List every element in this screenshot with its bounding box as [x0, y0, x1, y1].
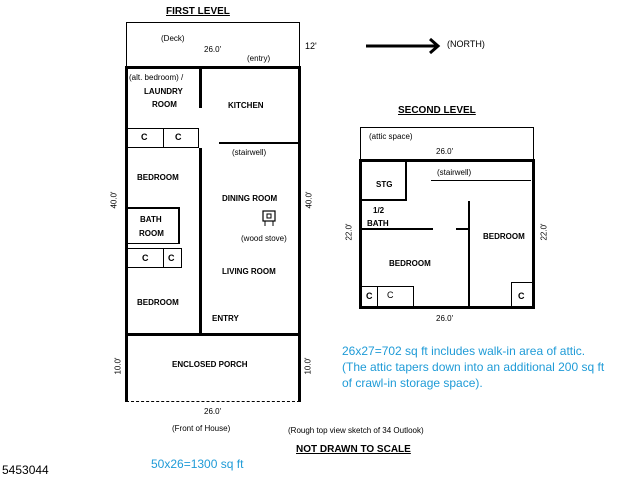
second-center-stub	[456, 228, 470, 230]
second-bedroom-right-label: BEDROOM	[483, 232, 525, 241]
stove-icon	[262, 210, 276, 228]
center-wall-lower	[199, 148, 202, 334]
bath-wall-right	[178, 207, 180, 243]
listing-id: 5453044	[2, 463, 49, 477]
sketch-note: (Rough top view sketch of 34 Outlook)	[288, 426, 424, 435]
closet-label-2a: C	[142, 253, 149, 263]
second-area-note-2: (The attic tapers down into an additional 200 sq ft	[342, 360, 605, 374]
closet-divider-2	[163, 248, 164, 268]
porch-right-wall	[298, 334, 301, 402]
first-depth-right: 40.0'	[304, 191, 314, 209]
stg-label: STG	[376, 180, 393, 189]
alt-bedroom-label: (alt. bedroom) /	[129, 73, 184, 82]
second-closet-label-1: C	[366, 291, 373, 301]
dining-room-label: DINING ROOM	[222, 194, 278, 203]
second-area-note-1: 26x27=702 sq ft includes walk-in area of attic.	[342, 344, 586, 358]
bath-room-label: ROOM	[139, 229, 164, 238]
second-closet-label-3: C	[518, 291, 525, 301]
deck-depth: 12'	[305, 41, 317, 51]
half-bath-label: BATH	[367, 219, 389, 228]
second-depth-right: 22.0'	[539, 223, 549, 241]
second-bottom-width: 26.0'	[436, 314, 454, 323]
second-stairwell-label: (stairwell)	[437, 168, 472, 177]
laundry-room-label: ROOM	[152, 100, 177, 109]
second-stair-line	[431, 180, 531, 181]
first-area-note: 50x26=1300 sq ft	[151, 457, 244, 471]
second-closet-label-2: C	[387, 290, 394, 300]
bath-wall-bottom	[127, 243, 180, 244]
porch-width: 26.0'	[204, 407, 222, 416]
second-area-note-3: of crawl-in storage space).	[342, 376, 483, 390]
second-center-wall	[468, 201, 470, 307]
second-depth-left: 22.0'	[344, 223, 354, 241]
stair-line	[219, 142, 299, 144]
closet-label-1b: C	[175, 132, 182, 142]
entry-label: ENTRY	[212, 314, 239, 323]
right-arrow-icon	[366, 36, 446, 56]
bath-label: BATH	[140, 215, 162, 224]
half-label: 1/2	[373, 206, 385, 215]
bedroom-lower-label: BEDROOM	[137, 298, 179, 307]
second-closet-divider	[377, 286, 378, 307]
porch-depth-right: 10.0'	[303, 357, 313, 375]
first-level-title: FIRST LEVEL	[166, 6, 230, 17]
deck-width: 26.0'	[204, 45, 222, 54]
closet-label-2b: C	[168, 253, 175, 263]
bath-wall-top	[127, 207, 180, 209]
kitchen-label: KITCHEN	[228, 101, 264, 110]
porch-depth-left: 10.0'	[113, 357, 123, 375]
second-level-title: SECOND LEVEL	[398, 105, 476, 116]
center-wall-upper	[199, 68, 202, 108]
second-bedroom-left-label: BEDROOM	[389, 259, 431, 268]
closet-divider-1	[163, 128, 164, 148]
front-of-house-label: (Front of House)	[172, 424, 231, 433]
not-to-scale-label: NOT DRAWN TO SCALE	[296, 444, 411, 455]
porch-left-wall	[125, 334, 128, 402]
bedroom-upper-label: BEDROOM	[137, 173, 179, 182]
first-depth-left: 40.0'	[109, 191, 119, 209]
deck-label: (Deck)	[161, 34, 185, 43]
stg-wall-right	[405, 161, 407, 201]
bath-wall-line	[361, 228, 433, 230]
north-label: (NORTH)	[447, 39, 485, 49]
living-room-label: LIVING ROOM	[222, 267, 276, 276]
second-top-width: 26.0'	[436, 147, 454, 156]
stairwell-label: (stairwell)	[232, 148, 267, 157]
closet-label-1a: C	[141, 132, 148, 142]
enclosed-porch-label: ENCLOSED PORCH	[172, 360, 248, 369]
entry-top-label: (entry)	[247, 54, 271, 63]
wood-stove-label: (wood stove)	[241, 234, 287, 243]
laundry-label: LAUNDRY	[144, 87, 183, 96]
attic-space-label: (attic space)	[369, 132, 413, 141]
stg-wall-bottom	[361, 199, 407, 201]
